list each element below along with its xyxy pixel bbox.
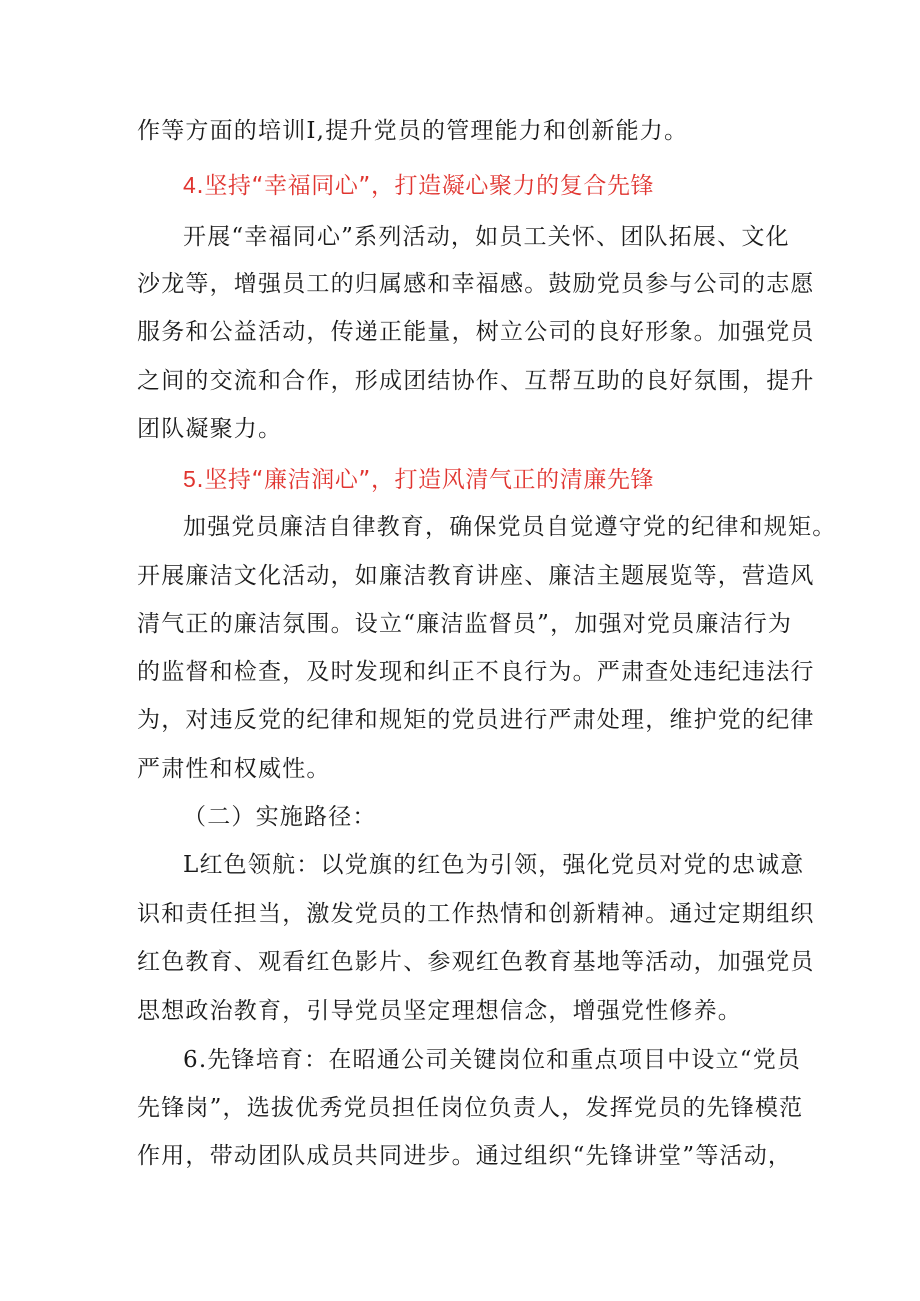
- paragraph-line: 严肃性和权威性。: [137, 756, 331, 782]
- paragraph-line: 思想政治教育，引导党员坚定理想信念，增强党性修养。: [137, 998, 742, 1024]
- section-title: （二）实施路径：: [183, 804, 377, 830]
- paragraph-line: 清气正的廉洁氛围。设立“廉洁监督员”，加强对党员廉洁行为: [137, 611, 793, 637]
- heading-text: .坚持“幸福同心”，打造凝心聚力的复合先锋: [196, 173, 655, 199]
- heading-4: [183, 170, 797, 201]
- paragraph-line: 先锋岗”，选拔优秀党员担任岗位负责人，发挥党员的先锋模范: [137, 1095, 804, 1121]
- paragraph-line: 之间的交流和合作，形成团结协作、互帮互助的良好氛围，提升: [137, 368, 815, 394]
- paragraph-line: 开展“幸福同心”系列活动，如员工关怀、团队拓展、文化: [183, 224, 790, 250]
- heading-number: 5: [183, 466, 197, 492]
- paragraph-line: 加强党员廉洁自律教育，确保党员自觉遵守党的纪律和规矩。: [183, 514, 837, 540]
- paragraph-line: 作用，带动团队成员共同进步。通过组织“先锋讲堂”等活动，: [137, 1143, 793, 1169]
- paragraph-line: 的监督和检查，及时发现和纠正不良行为。严肃查处违纪违法行: [137, 659, 815, 685]
- paragraph-line: 识和责任担当，激发党员的工作热情和创新精神。通过定期组织: [137, 901, 815, 927]
- paragraph-line: L红色领航：以党旗的红色为引领，强化党员对党的忠诚意: [183, 852, 805, 878]
- paragraph-line: 为，对违反党的纪律和规矩的党员进行严肃处理，维护党的纪律: [137, 707, 815, 733]
- paragraph-line: 服务和公益活动，传递正能量，树立公司的良好形象。加强党员: [137, 319, 815, 345]
- paragraph-line: 红色教育、观看红色影片、参观红色教育基地等活动，加强党员: [137, 949, 815, 975]
- paragraph-line: 团队凝聚力。: [137, 416, 283, 442]
- paragraph-line: 开展廉洁文化活动，如廉洁教育讲座、廉洁主题展览等，营造风: [137, 563, 815, 589]
- heading-5: [183, 464, 797, 495]
- paragraph-line: 6.先锋培育：在昭通公司关键岗位和重点项目中设立“党员: [183, 1047, 802, 1073]
- paragraph-line: 作等方面的培训I,提升党员的管理能力和创新能力。: [137, 118, 689, 144]
- paragraph-line: 沙龙等，增强员工的归属感和幸福感。鼓励党员参与公司的志愿: [137, 271, 815, 297]
- heading-text: .坚持“廉洁润心”，打造风清气正的清廉先锋: [196, 467, 655, 493]
- heading-number: 4: [183, 172, 197, 198]
